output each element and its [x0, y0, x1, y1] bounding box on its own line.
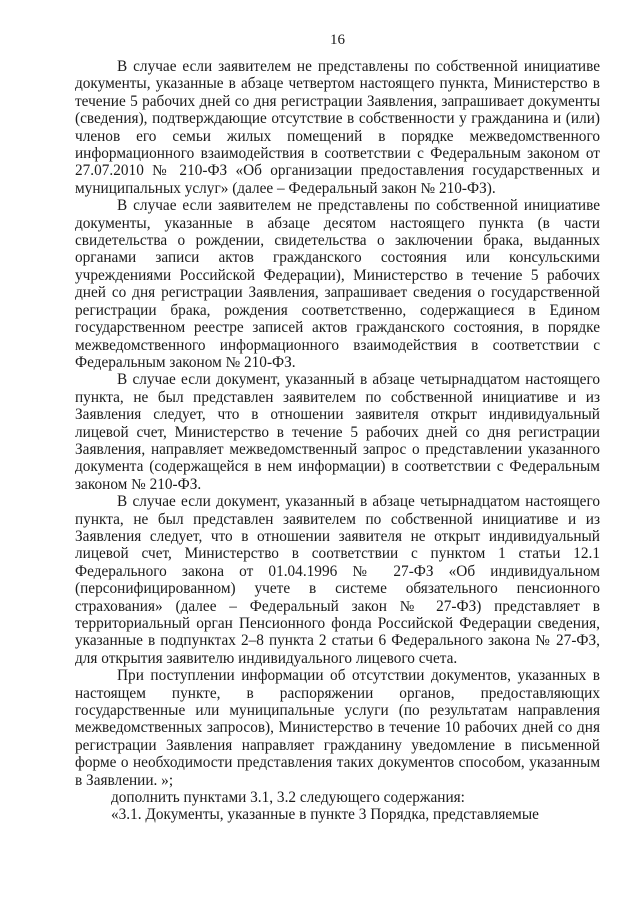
paragraph: При поступлении информации об отсутствии документов, указанных в настоящем пункте, в распоряжении органов, предоставляющих государственные или муниципальные услуги (по результатам направления межведомственных запросов), Министерство в течение 10 рабочих дней со дня регистрации Заявления направляет гражданину уведомление в письменной форме о необходимости представления таких документов способом, указанным в Заявлении. »;	[75, 667, 600, 789]
paragraph: дополнить пунктами 3.1, 3.2 следующего содержания:	[111, 789, 465, 807]
paragraph: В случае если документ, указанный в абзаце четырнадцатом настоящего пункта, не был представлен заявителем по собственной инициативе и из Заявления следует, что в отношении заявителя не открыт индивидуальный лицевой счет, Министерство в соответствии с пунктом 1 статьи 12.1 Федерального закона от 01.04.1996 № 27-ФЗ «Об индивидуальном (персонифицированном) учете в системе обязательного пенсионного страхования» (далее – Федеральный закон № 27-ФЗ) представляет в территориальный орган Пенсионного фонда Российской Федерации сведения, указанные в подпунктах 2–8 пункта 2 статьи 6 Федерального закона № 27-ФЗ, для открытия заявителю индивидуального лицевого счета.	[75, 493, 600, 667]
paragraph: В случае если документ, указанный в абзаце четырнадцатом настоящего пункта, не был представлен заявителем по собственной инициативе и из Заявления следует, что в отношении заявителя открыт индивидуальный лицевой счет, Министерство в течение 5 рабочих дней со дня регистрации Заявления, направляет межведомственный запрос о представлении указанного документа (содержащейся в нем информации) в соответствии с Федеральным законом № 210-ФЗ.	[75, 371, 600, 493]
paragraph: В случае если заявителем не представлены по собственной инициативе документы, указанные в абзаце четвертом настоящего пункта, Министерство в течение 5 рабочих дней со дня регистрации Заявления, запрашивает документы (сведения), подтверждающие отсутствие в собственности у гражданина и (или) членов его семьи жилых помещений в порядке межведомственного информационного взаимодействия в соответствии с Федеральным законом от 27.07.2010 № 210-ФЗ «Об организации предоставления государственных и муниципальных услуг» (далее – Федеральный закон № 210-ФЗ).	[75, 58, 600, 197]
paragraph: В случае если заявителем не представлены по собственной инициативе документы, указанные в абзаце десятом настоящего пункта (в части свидетельства о рождении, свидетельства о заключении брака, выданных органами записи актов гражданского состояния или консульскими учреждениями Российской Федерации), Министерство в течение 5 рабочих дней со дня регистрации Заявления, запрашивает сведения о государственной регистрации брака, рождения соответственно, содержащиеся в Едином государственном реестре записей актов гражданского состояния, в порядке межведомственного информационного взаимодействия в соответствии с Федеральным законом № 210-ФЗ.	[75, 197, 600, 371]
document-body	[75, 58, 600, 824]
page-number: 16	[330, 32, 345, 48]
paragraph: «3.1. Документы, указанные в пункте 3 Порядка, представляемые	[111, 806, 539, 824]
